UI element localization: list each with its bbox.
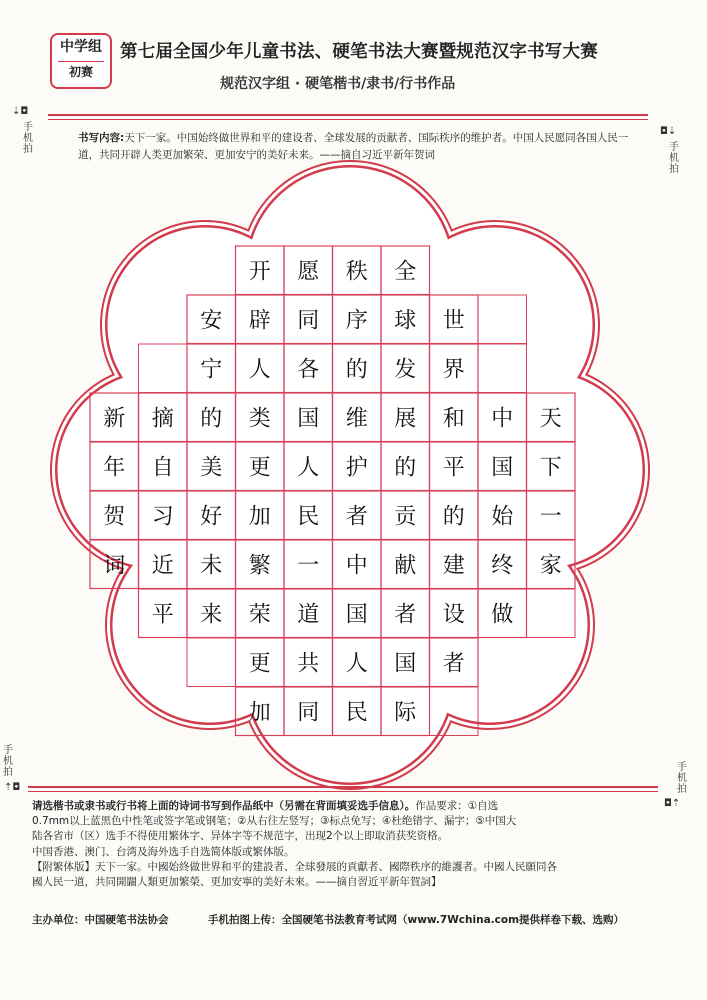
grid-character: 和 [442, 406, 465, 432]
instructions-line1: 作品要求：①自选 [415, 800, 499, 812]
grid-character: 秩 [345, 259, 368, 285]
grid-character: 愿 [297, 259, 320, 285]
content-label: 书写内容: [78, 132, 125, 144]
grid-character: 习 [151, 504, 174, 530]
grid-character: 同 [297, 308, 320, 334]
grid-character: 人 [345, 651, 368, 677]
camera-icon-top-left: ⇣◘ [12, 106, 29, 117]
instructions [32, 799, 682, 890]
phone-photo-text: 手机拍 [23, 122, 33, 155]
grid-character: 同 [297, 700, 320, 726]
grid-character: 者 [394, 602, 417, 628]
grid-character: 人 [248, 357, 271, 383]
grid-character: 更 [248, 455, 271, 481]
grid-character: 贺 [103, 504, 126, 530]
grid-character: 建 [442, 553, 465, 579]
grid-character: 国 [394, 651, 417, 677]
grid-character: 摘 [151, 406, 174, 432]
content-text: 天下一家。中国始终做世界和平的建设者、全球发展的贡献者、国际秩序的维护者。中国人民愿同各国人民一道，共同开辟人类更加繁荣、更加安宁的美好未来。——摘自习近平新年贺词 [78, 132, 629, 161]
grid-character: 未 [200, 553, 223, 579]
grid-character: 各 [297, 357, 320, 383]
grid-character: 下 [539, 455, 562, 481]
grid-character: 世 [442, 308, 465, 334]
grid-character: 平 [151, 602, 174, 628]
grid-character: 中 [345, 553, 368, 579]
grid-character: 国 [297, 406, 320, 432]
grid-character: 做 [491, 602, 514, 628]
grid-character: 宁 [200, 357, 223, 383]
grid-character: 全 [394, 259, 417, 285]
page-title: 第七届全国少年儿童书法、硬笔书法大赛暨规范汉字书写大赛 [120, 42, 598, 62]
grid-character: 平 [442, 455, 465, 481]
grid-character: 共 [297, 651, 320, 677]
phone-photo-text: 手机拍 [3, 745, 13, 778]
grid-character: 家 [539, 553, 562, 579]
grid-character: 荣 [248, 602, 271, 628]
grid-character: 词 [103, 553, 126, 579]
organizer: 主办单位：中国硬笔书法协会 [32, 914, 169, 926]
grid-character: 中 [491, 406, 514, 432]
grid-character: 天 [539, 406, 562, 432]
grid-character: 自 [151, 455, 174, 481]
grid-character: 加 [248, 700, 271, 726]
grid-character: 献 [394, 553, 417, 579]
camera-icon-top-right: ◘⇣ [660, 126, 677, 137]
group-label: 中学组 [60, 39, 102, 55]
grid-character: 一 [297, 553, 320, 579]
phone-photo-label-bottom-left [2, 745, 14, 778]
grid-character: 设 [442, 602, 465, 628]
grid-character: 加 [248, 504, 271, 530]
grid-character: 人 [297, 455, 320, 481]
grid-character: 发 [394, 357, 417, 383]
stage-label: 初赛 [58, 61, 104, 83]
grid-character: 类 [248, 406, 271, 432]
traditional-line2: 國人民一道，共同開闢人類更加繁榮、更加安寧的美好未來。——摘自習近平新年賀詞】 [32, 876, 442, 889]
instructions-line3: 陆各省市（区）选手不得使用繁体字、异体字等不规范字，出现2个以上即取消获奖资格。 [32, 830, 449, 843]
grid-character: 的 [200, 406, 223, 432]
grid-character: 维 [345, 406, 368, 432]
grid-character: 年 [103, 455, 126, 481]
bottom-divider-thin [28, 791, 658, 792]
grid-character: 终 [491, 553, 514, 579]
grid-character: 美 [200, 455, 223, 481]
grid-character: 始 [491, 504, 514, 530]
grid-character: 道 [297, 602, 320, 628]
grid-character: 新 [103, 406, 126, 432]
grid-character: 更 [248, 651, 271, 677]
grid-character: 来 [200, 602, 223, 628]
phone-photo-label-bottom-right [676, 762, 688, 795]
grid-character: 一 [539, 504, 562, 530]
instructions-lead: 请选楷书或隶书或行书将上面的诗词书写到作品纸中（另需在背面填妥选手信息）。 [32, 800, 416, 812]
grid-character: 国 [345, 602, 368, 628]
grid-character: 的 [345, 357, 368, 383]
grid-character: 际 [394, 700, 417, 726]
phone-photo-text: 手机拍 [677, 762, 687, 795]
grid-character: 好 [200, 504, 223, 530]
grid-character: 开 [248, 259, 271, 285]
grid-character: 的 [442, 504, 465, 530]
grid-character: 的 [394, 455, 417, 481]
grid-character: 序 [345, 308, 368, 334]
grid-character: 展 [394, 406, 417, 432]
camera-icon-bottom-right: ◘⇡ [664, 798, 681, 809]
upload-info: 手机拍图上传：全国硬笔书法教育考试网（www.7Wchina.com提供样卷下载、选购） [208, 914, 625, 926]
grid-character: 民 [345, 700, 368, 726]
grid-character: 安 [200, 308, 223, 334]
grid-character: 护 [345, 455, 368, 481]
grid-character: 辟 [248, 308, 271, 334]
page-subtitle: 规范汉字组 · 硬笔楷书/隶书/行书作品 [220, 76, 456, 92]
grid-character: 近 [151, 553, 174, 579]
traditional-line1: 【附繁体版】天下一家。中國始終做世界和平的建設者、全球發展的貢獻者、國際秩序的維護者。中國人民願同各 [32, 860, 557, 873]
camera-icon-bottom-left: ⇡◘ [4, 782, 21, 793]
grid-character: 繁 [248, 553, 271, 579]
instructions-line4: 中国香港、澳门、台湾及海外选手自选简体版或繁体版。 [32, 845, 295, 858]
bottom-divider [28, 786, 658, 788]
instructions-line2: 0.7mm以上蓝黑色中性笔或签字笔或钢笔；②从右往左竖写；③标点免写；④杜绝错字、漏字；⑤中国大 [32, 815, 517, 828]
grid-character: 民 [297, 504, 320, 530]
phone-photo-text: 手机拍 [669, 142, 679, 175]
grid-character: 球 [394, 308, 417, 334]
grid-character: 者 [345, 504, 368, 530]
grid-character: 者 [442, 651, 465, 677]
grid-character: 贡 [394, 504, 417, 530]
grid-character: 国 [491, 455, 514, 481]
grid-character: 界 [442, 357, 465, 383]
